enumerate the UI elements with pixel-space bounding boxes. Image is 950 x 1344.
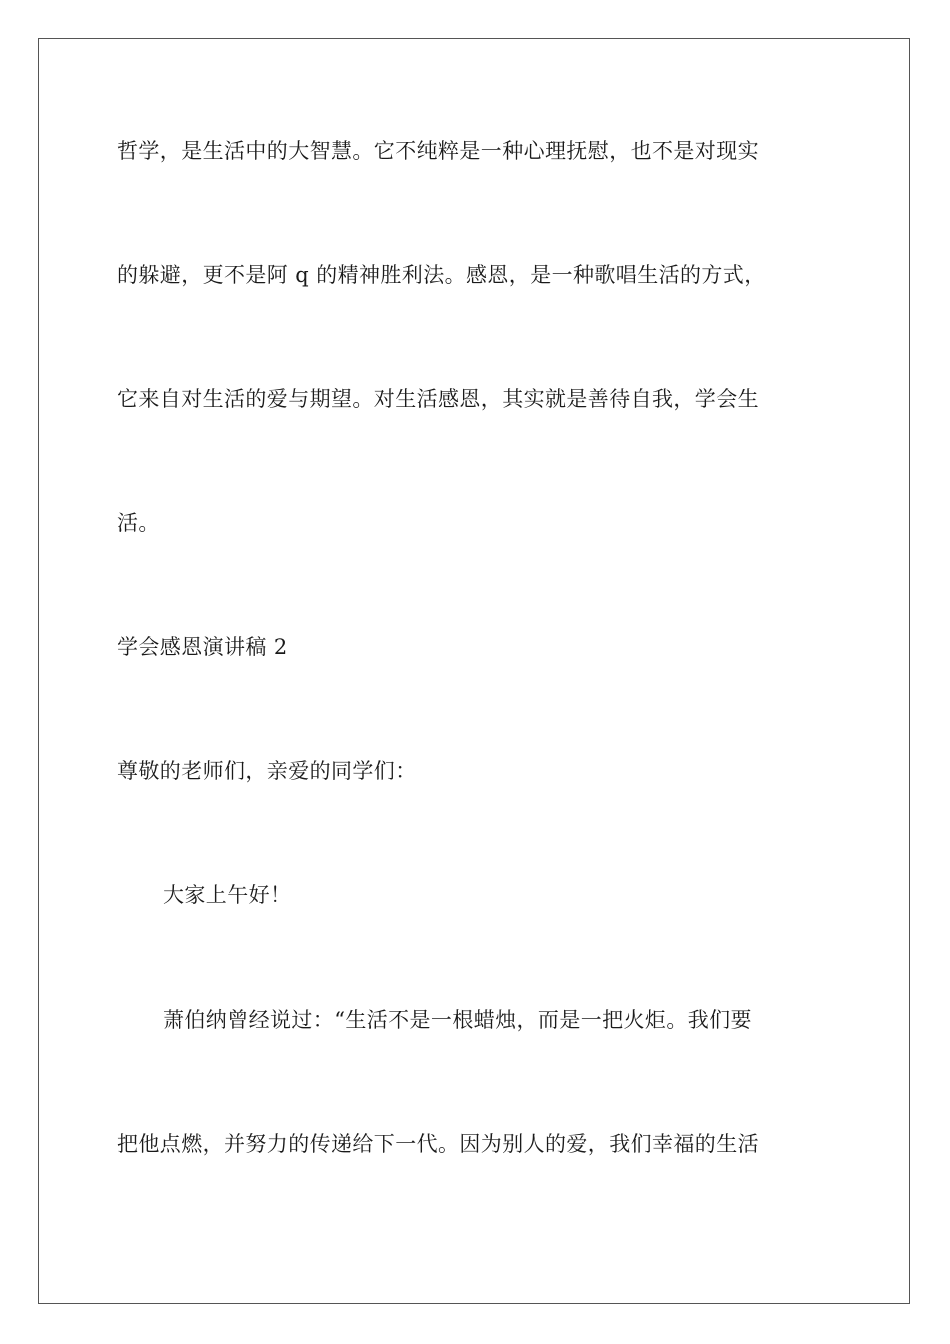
- section-heading: 学会感恩演讲稿 2: [117, 635, 288, 659]
- paragraph-line: 把他点燃，并努力的传递给下一代。因为别人的爱，我们幸福的生活: [117, 1132, 759, 1156]
- paragraph-line: 它来自对生活的爱与期望。对生活感恩，其实就是善待自我，学会生: [117, 387, 759, 411]
- paragraph-line: 萧伯纳曾经说过：“生活不是一根蜡烛，而是一把火炬。我们要: [163, 1008, 752, 1032]
- greeting: 大家上午好！: [163, 883, 292, 907]
- paragraph-line: 哲学，是生活中的大智慧。它不纯粹是一种心理抚慰，也不是对现实: [117, 139, 759, 163]
- paragraph-line: 的躲避，更不是阿 q 的精神胜利法。感恩，是一种歌唱生活的方式，: [117, 263, 766, 287]
- salutation: 尊敬的老师们，亲爱的同学们：: [117, 759, 417, 783]
- page-frame: [38, 38, 910, 1304]
- paragraph-line: 活。: [117, 511, 160, 535]
